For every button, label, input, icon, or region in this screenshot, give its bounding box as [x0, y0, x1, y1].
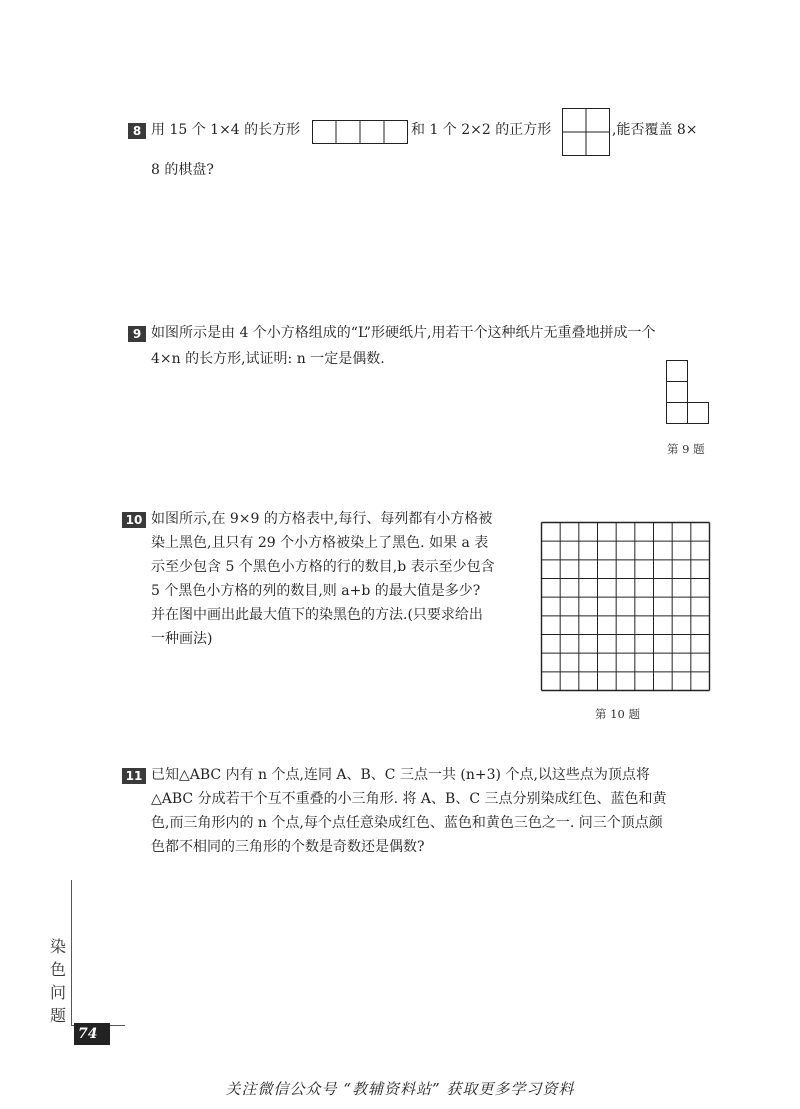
problem-11-line1: 已知△ABC 内有 n 个点,连同 A、B、C 三点一共 (n+3) 个点,以这些点为顶点将 [151, 767, 650, 783]
figure-10-caption: 第 10 题 [595, 707, 640, 721]
problem-10-line1: 如图所示,在 9×9 的方格表中,每行、每列都有小方格被 [151, 511, 493, 527]
problem-8-text-part1: 用 15 个 1×4 的长方形 [151, 122, 301, 138]
problem-9-number: 9 [128, 326, 146, 342]
problem-8-text-part2: 和 1 个 2×2 的正方形 [411, 122, 552, 138]
l-shape-figure [666, 360, 710, 426]
problem-9-text-line2: 4×n 的长方形,试证明: n 一定是偶数. [151, 351, 385, 367]
problem-8-text-part3: ,能否覆盖 8× [612, 122, 698, 138]
sidebar-char-3: 问 [50, 983, 67, 1002]
sidebar-char-1: 染 [50, 937, 67, 956]
sidebar-char-2: 色 [50, 960, 67, 979]
problem-8-text-line2: 8 的棋盘? [151, 162, 214, 178]
problem-10-line3: 示至少包含 5 个黑色小方格的行的数目,b 表示至少包含 [151, 559, 495, 575]
problem-9-text-line1: 如图所示是由 4 个小方格组成的“L”形硬纸片,用若干个这种纸片无重叠地拼成一个 [151, 325, 656, 341]
problem-11-number: 11 [122, 768, 146, 784]
figure-9-caption: 第 9 题 [667, 442, 705, 456]
sidebar-char-4: 题 [50, 1006, 67, 1025]
grid-9x9-figure [541, 522, 709, 690]
rectangle-1x4-figure [312, 120, 408, 144]
page-number: 74 [74, 1023, 110, 1045]
sidebar-vertical-rule [71, 880, 72, 1026]
problem-10-line5: 并在图中画出此最大值下的染黑色的方法.(只要求给出 [151, 607, 483, 623]
problem-10-number: 10 [122, 512, 146, 528]
problem-11-line3: 色,而三角形内的 n 个点,每个点任意染成红色、蓝色和黄色三色之一. 问三个顶点颜 [151, 815, 663, 831]
problem-10-line4: 5 个黑色小方格的列的数目,则 a+b 的最大值是多少? [151, 583, 481, 599]
problem-8-number: 8 [128, 123, 146, 139]
problem-11-line2: △ABC 分成若干个互不重叠的小三角形. 将 A、B、C 三点分别染成红色、蓝色和黄 [151, 791, 667, 807]
problem-10-line2: 染上黑色,且只有 29 个小方格被染上了黑色. 如果 a 表 [151, 535, 489, 551]
problem-10-line6: 一种画法) [151, 631, 213, 647]
problem-11-line4: 色都不相同的三角形的个数是奇数还是偶数? [151, 839, 425, 855]
footer-note: 关注微信公众号 “教辅资料站” 获取更多学习资料 [225, 1080, 575, 1098]
square-2x2-figure [562, 108, 610, 156]
